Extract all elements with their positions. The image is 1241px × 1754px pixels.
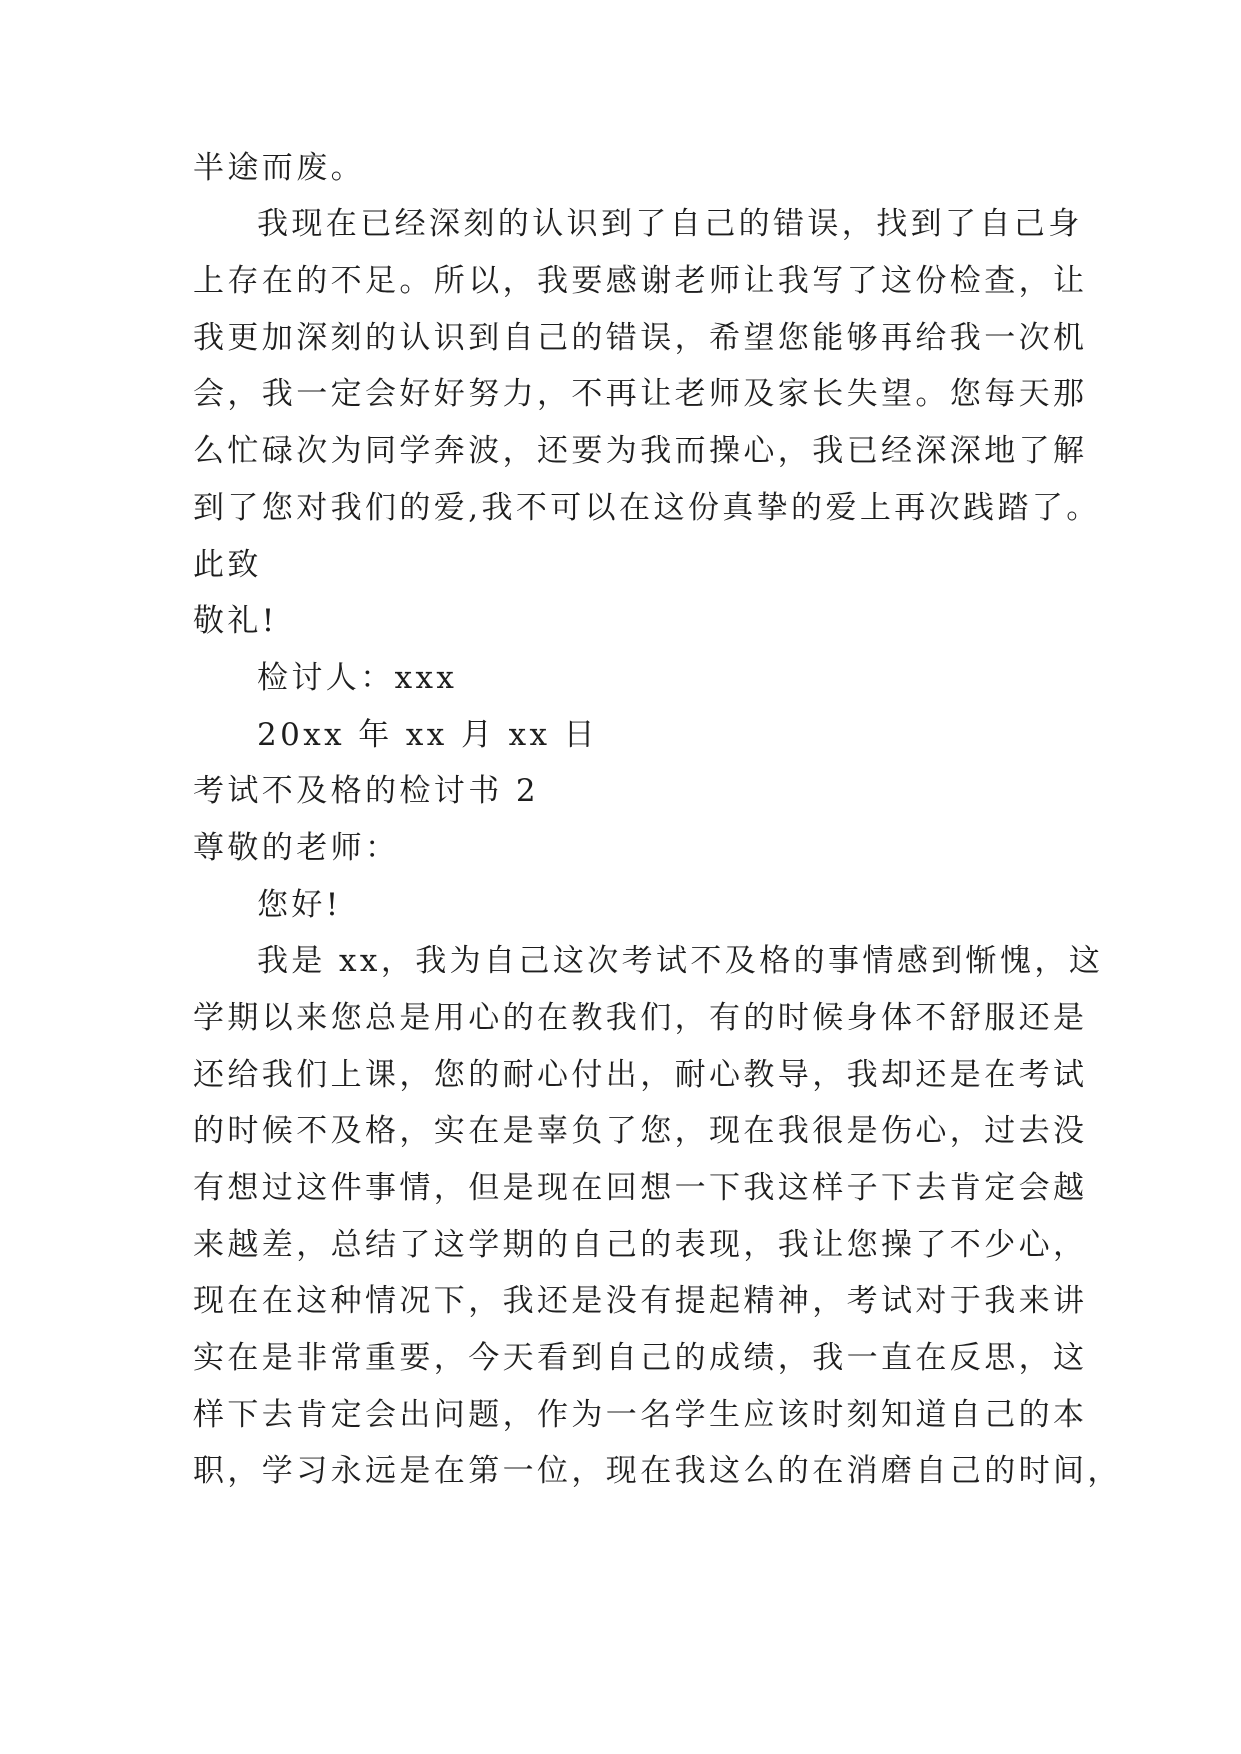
paragraph-line: 还给我们上课，您的耐心付出，耐心教导，我却还是在考试 [193, 1057, 1088, 1093]
paragraph-line: 半途而废。 [193, 150, 365, 186]
paragraph-line: 会，我一定会好好努力，不再让老师及家长失望。您每天那 [193, 376, 1088, 412]
paragraph-line: 我是 xx，我为自己这次考试不及格的事情感到惭愧，这 [257, 943, 1104, 979]
paragraph-line: 到了您对我们的爱,我不可以在这份真挚的爱上再次践踏了。 [193, 490, 1101, 526]
letter-greeting: 尊敬的老师： [193, 830, 400, 866]
signature-author: 检讨人：xxx [257, 660, 458, 696]
paragraph-line: 现在在这种情况下，我还是没有提起精神，考试对于我来讲 [193, 1283, 1088, 1319]
paragraph-line: 样下去肯定会出问题，作为一名学生应该时刻知道自己的本 [193, 1397, 1088, 1433]
paragraph-line: 来越差，总结了这学期的自己的表现，我让您操了不少心， [193, 1227, 1088, 1263]
closing-salutation: 此致 [193, 547, 262, 583]
signature-date: 20xx 年 xx 月 xx 日 [257, 717, 599, 753]
paragraph-line: 有想过这件事情，但是现在回想一下我这样子下去肯定会越 [193, 1170, 1088, 1206]
paragraph-line: 我现在已经深刻的认识到了自己的错误，找到了自己身 [257, 206, 1083, 242]
closing-regards: 敬礼! [193, 603, 278, 639]
section-title: 考试不及格的检讨书 2 [193, 773, 539, 809]
paragraph-line: 我更加深刻的认识到自己的错误，希望您能够再给我一次机 [193, 320, 1088, 356]
paragraph-line: 上存在的不足。所以，我要感谢老师让我写了这份检查，让 [193, 263, 1088, 299]
letter-hello: 您好! [257, 887, 342, 923]
paragraph-line: 职，学习永远是在第一位，现在我这么的在消磨自己的时间， [193, 1453, 1122, 1489]
paragraph-line: 的时候不及格，实在是辜负了您，现在我很是伤心，过去没 [193, 1113, 1088, 1149]
paragraph-line: 么忙碌次为同学奔波，还要为我而操心，我已经深深地了解 [193, 433, 1088, 469]
paragraph-line: 学期以来您总是用心的在教我们，有的时候身体不舒服还是 [193, 1000, 1088, 1036]
paragraph-line: 实在是非常重要，今天看到自己的成绩，我一直在反思，这 [193, 1340, 1088, 1376]
